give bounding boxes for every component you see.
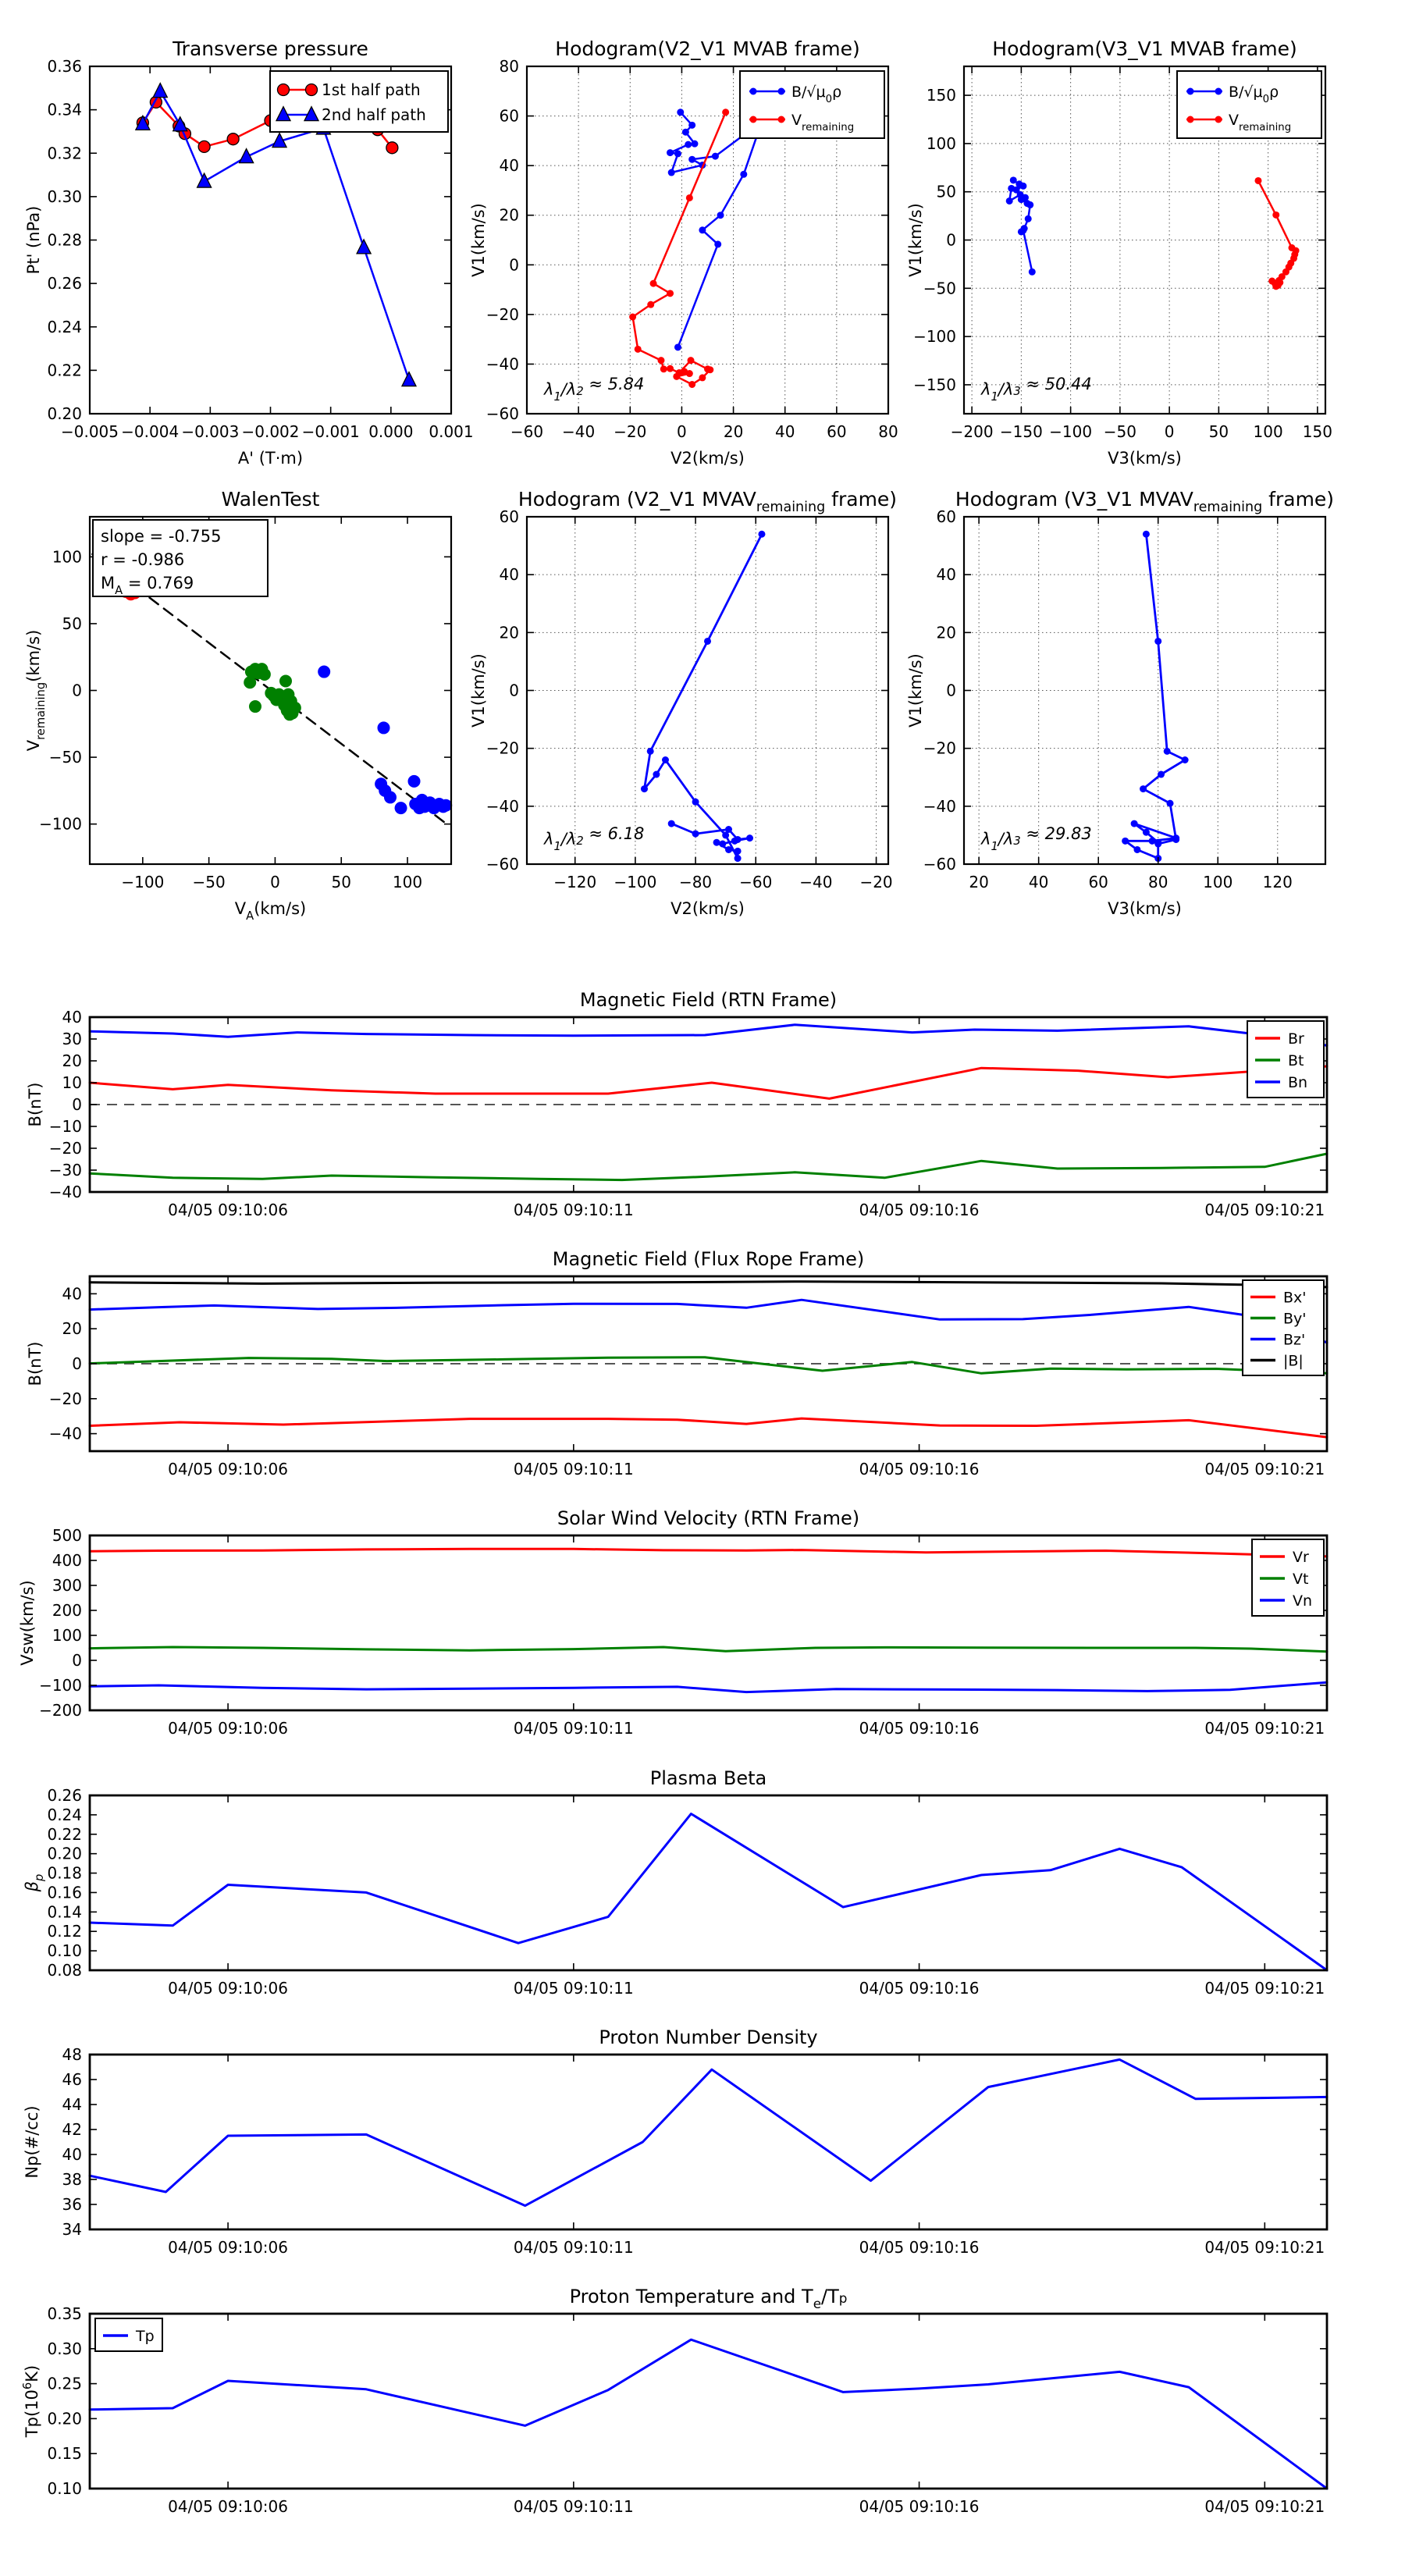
walen-test-title: WalenTest	[221, 488, 320, 511]
hodogram-v2v1-mvab-xtick-label: 20	[723, 422, 744, 441]
solar-wind-velocity-ytick-label: 500	[52, 1526, 82, 1545]
hodogram-v2v1-mvav-xtick-label: −100	[614, 873, 657, 891]
walen-test-series-middle-segment	[244, 663, 301, 720]
annotation-text: $\lambda_1/\lambda 2 \approx 6.18$	[544, 824, 645, 853]
solar-wind-velocity-ytick-label: 300	[52, 1576, 82, 1595]
proton-number-density-ytick-label: 48	[62, 2045, 82, 2064]
legend-label: Bx'	[1283, 1289, 1307, 1307]
proton-number-density-xtick-label: 04/05 09:10:16	[859, 2238, 980, 2257]
hodogram-v3v1-mvav-xtick-label: 100	[1203, 873, 1233, 891]
solar-wind-velocity-xtick-label: 04/05 09:10:06	[168, 1719, 289, 1738]
magnetic-field-fluxrope	[26, 1248, 1327, 1478]
plasma-beta-ytick-label: 0.16	[47, 1883, 82, 1902]
magnetic-field-rtn-series-Bn	[90, 1025, 1327, 1046]
transverse-pressure-xtick-label: 0.000	[368, 422, 414, 441]
hodogram-v3v1-mvab-xtick-label: 150	[1302, 422, 1332, 441]
transverse-pressure-ytick-label: 0.22	[47, 361, 82, 380]
solar-wind-velocity-xtick-label: 04/05 09:10:21	[1204, 1719, 1325, 1738]
magnetic-field-fluxrope-series-Bz-prime	[90, 1300, 1327, 1343]
hodogram-v3v1-mvab-ytick-label: −150	[913, 375, 956, 394]
magnetic-field-rtn-xtick-label: 04/05 09:10:11	[513, 1201, 634, 1219]
solar-wind-velocity-ytick-label: 400	[52, 1551, 82, 1570]
walen-test	[24, 488, 452, 923]
hodogram-v3v1-mvab-xtick-label: −150	[999, 422, 1043, 441]
proton-number-density-ytick-label: 34	[62, 2220, 82, 2239]
plasma-beta-ytick-label: 0.12	[47, 1922, 82, 1941]
hodogram-v2v1-mvab-ytick-label: −60	[486, 404, 519, 423]
hodogram-v3v1-mvab-ytick-label: 0	[946, 230, 956, 250]
magnetic-field-fluxrope-ytick-label: −20	[48, 1389, 82, 1408]
hodogram-v2v1-mvav-xtick-label: −80	[678, 873, 713, 891]
proton-temperature-series-Tp	[90, 2339, 1327, 2489]
hodogram-v2v1-mvab	[469, 37, 898, 468]
plasma-beta-ylabel: $\beta_p$	[23, 1873, 46, 1892]
magnetic-field-fluxrope-legend	[1243, 1280, 1324, 1375]
hodogram-v2v1-mvav-ytick-label: 0	[509, 681, 519, 700]
transverse-pressure-ytick-label: 0.34	[47, 100, 82, 119]
solar-wind-velocity	[18, 1507, 1327, 1738]
solar-wind-velocity-ytick-label: −200	[39, 1701, 82, 1720]
proton-temperature-xtick-label: 04/05 09:10:16	[859, 2497, 980, 2516]
magnetic-field-rtn-ytick-label: 30	[62, 1030, 82, 1048]
hodogram-v3v1-mvab	[906, 37, 1332, 468]
walen-test-annotation	[93, 520, 268, 597]
magnetic-field-fluxrope-xtick-label: 04/05 09:10:11	[513, 1460, 634, 1478]
solar-wind-velocity-ytick-label: 200	[52, 1601, 82, 1620]
plasma-beta-xtick-label: 04/05 09:10:21	[1204, 1979, 1325, 1998]
hodogram-v2v1-mvav-xtick-label: −20	[859, 873, 893, 891]
hodogram-v3v1-mvav-ytick-label: −40	[923, 796, 956, 816]
magnetic-field-fluxrope-title: Magnetic Field (Flux Rope Frame)	[552, 1248, 865, 1270]
proton-temperature-xtick-label: 04/05 09:10:11	[513, 2497, 634, 2516]
hodogram-v3v1-mvav-ytick-label: 60	[936, 507, 956, 526]
plasma-beta-ytick-label: 0.10	[47, 1941, 82, 1961]
legend-label: Br	[1288, 1030, 1304, 1048]
solar-wind-velocity-frame	[90, 1535, 1327, 1710]
solar-wind-velocity-series-Vr	[90, 1549, 1327, 1557]
transverse-pressure-ytick-label: 0.30	[47, 187, 82, 206]
annotation-line: $M_A = 0.769$	[101, 574, 194, 597]
proton-temperature-ytick-label: 0.25	[47, 2374, 82, 2393]
transverse-pressure-ytick-label: 0.20	[47, 404, 82, 423]
hodogram-v2v1-mvav-xlabel: V2(km/s)	[670, 899, 745, 918]
proton-number-density-frame	[90, 2055, 1327, 2229]
plasma-beta-xtick-label: 04/05 09:10:06	[168, 1979, 289, 1998]
walen-test-ytick-label: −50	[48, 748, 82, 767]
walen-test-xtick-label: 100	[392, 873, 423, 891]
hodogram-v2v1-mvab-ylabel: V1(km/s)	[469, 203, 488, 277]
transverse-pressure	[24, 37, 474, 468]
hodogram-v3v1-mvab-ytick-label: 50	[936, 182, 956, 201]
hodogram-v3v1-mvab-ytick-label: 150	[926, 86, 956, 105]
transverse-pressure-xtick-label: −0.005	[60, 422, 119, 441]
hodogram-v2v1-mvav-series-V-path	[641, 531, 765, 862]
legend-label: By'	[1283, 1310, 1307, 1328]
legend-label: Tp	[136, 2328, 155, 2345]
hodogram-v2v1-mvav-xtick-label: −60	[739, 873, 773, 891]
hodogram-v3v1-mvab-xtick-label: 0	[1164, 422, 1175, 441]
hodogram-v2v1-mvab-ytick-label: 0	[509, 255, 519, 275]
proton-number-density-ytick-label: 44	[62, 2095, 82, 2114]
plasma-beta-ytick-label: 0.18	[47, 1863, 82, 1883]
magnetic-field-rtn-xtick-label: 04/05 09:10:16	[859, 1201, 980, 1219]
transverse-pressure-xtick-label: −0.001	[301, 422, 360, 441]
magnetic-field-rtn-title: Magnetic Field (RTN Frame)	[579, 989, 838, 1011]
walen-test-ytick-label: 100	[52, 547, 82, 567]
transverse-pressure-legend	[270, 71, 448, 132]
hodogram-v2v1-mvab-xtick-label: −60	[510, 422, 544, 441]
solar-wind-velocity-ylabel: Vsw(km/s)	[18, 1580, 37, 1666]
hodogram-v2v1-mvab-ytick-label: 80	[499, 57, 519, 76]
solar-wind-velocity-ytick-label: 0	[72, 1651, 82, 1670]
hodogram-v2v1-mvav	[469, 488, 897, 918]
walen-test-ylabel: $V_{remaining}(km/s)$	[24, 629, 48, 752]
magnetic-field-rtn-xtick-label: 04/05 09:10:06	[168, 1201, 289, 1219]
hodogram-v3v1-mvav-xtick-label: 120	[1262, 873, 1293, 891]
proton-number-density-xtick-label: 04/05 09:10:21	[1204, 2238, 1325, 2257]
hodogram-v3v1-mvab-legend	[1177, 71, 1321, 138]
legend-label: Vn	[1293, 1592, 1313, 1610]
magnetic-field-fluxrope-xtick-label: 04/05 09:10:06	[168, 1460, 289, 1478]
proton-temperature-ytick-label: 0.10	[47, 2479, 82, 2498]
magnetic-field-rtn-ytick-label: −10	[48, 1117, 82, 1136]
hodogram-v3v1-mvab-xtick-label: −100	[1049, 422, 1093, 441]
proton-temperature	[21, 2286, 1327, 2516]
solar-wind-velocity-series-Vt	[90, 1647, 1327, 1652]
plasma-beta-ytick-label: 0.24	[47, 1805, 82, 1824]
magnetic-field-rtn-series-Bt	[90, 1154, 1327, 1180]
transverse-pressure-xtick-label: 0.001	[429, 422, 474, 441]
magnetic-field-fluxrope-ytick-label: 0	[72, 1354, 82, 1373]
plasma-beta-ytick-label: 0.08	[47, 1961, 82, 1980]
magnetic-field-fluxrope-ytick-label: 20	[62, 1319, 82, 1339]
transverse-pressure-title: Transverse pressure	[173, 37, 368, 60]
proton-temperature-title: Proton Temperature and $T_e/Tp$	[569, 2286, 848, 2311]
legend-label: Bz'	[1283, 1331, 1306, 1349]
solar-wind-velocity-ytick-label: −100	[39, 1676, 82, 1695]
hodogram-v3v1-mvav-title: Hodogram (V3_V1 $MVAV_{remaining}$ frame)	[955, 488, 1335, 515]
proton-temperature-ytick-label: 0.35	[47, 2304, 82, 2323]
hodogram-v3v1-mvab-ylabel: V1(km/s)	[906, 203, 925, 277]
plasma-beta-frame	[90, 1795, 1327, 1970]
annotation-text: $\lambda_1/\lambda 2 \approx 5.84$	[544, 375, 645, 404]
magnetic-field-fluxrope-xtick-label: 04/05 09:10:16	[859, 1460, 980, 1478]
hodogram-v3v1-mvab-annotation	[980, 375, 1092, 404]
plasma-beta-xtick-label: 04/05 09:10:11	[513, 1979, 634, 1998]
hodogram-v3v1-mvab-ytick-label: −100	[913, 327, 956, 347]
hodogram-v3v1-mvab-series-V-remaining	[1254, 177, 1299, 290]
magnetic-field-fluxrope-series-B-magnitude	[90, 1282, 1327, 1287]
magnetic-field-rtn-ytick-label: 10	[62, 1073, 82, 1092]
magnetic-field-fluxrope-xtick-label: 04/05 09:10:21	[1204, 1460, 1325, 1478]
hodogram-v2v1-mvab-ytick-label: 40	[499, 156, 519, 176]
plasma-beta-ytick-label: 0.14	[47, 1902, 82, 1922]
walen-test-ytick-label: 50	[62, 614, 82, 633]
magnetic-field-fluxrope-ylabel: B(nT)	[26, 1341, 44, 1386]
transverse-pressure-ytick-label: 0.32	[47, 144, 82, 163]
legend-label: 2nd half path	[322, 105, 426, 124]
hodogram-v2v1-mvab-ytick-label: −40	[486, 354, 519, 374]
walen-test-ytick-label: 0	[72, 681, 82, 700]
hodogram-v2v1-mvav-ytick-label: −60	[486, 855, 519, 873]
hodogram-v3v1-mvab-xtick-label: −50	[1103, 422, 1136, 441]
transverse-pressure-ytick-label: 0.28	[47, 230, 82, 250]
hodogram-v3v1-mvav-ytick-label: 40	[936, 565, 956, 585]
plasma-beta-title: Plasma Beta	[649, 1767, 767, 1789]
hodogram-v2v1-mvab-xtick-label: −20	[614, 422, 647, 441]
walen-test-xtick-label: 0	[270, 873, 280, 891]
hodogram-v3v1-mvav-xtick-label: 80	[1147, 873, 1168, 891]
magnetic-field-rtn-xtick-label: 04/05 09:10:21	[1204, 1201, 1325, 1219]
magnetic-field-fluxrope-ytick-label: −40	[48, 1424, 82, 1443]
hodogram-v3v1-mvab-title: Hodogram(V3_V1 MVAB frame)	[992, 37, 1297, 60]
plasma-beta-series-beta-p	[90, 1814, 1327, 1970]
magnetic-field-rtn-ytick-label: 0	[72, 1095, 82, 1114]
hodogram-v3v1-mvav-ytick-label: −60	[923, 855, 956, 873]
transverse-pressure-xtick-label: −0.003	[181, 422, 240, 441]
transverse-pressure-ytick-label: 0.26	[47, 274, 82, 294]
legend-label: Bt	[1288, 1052, 1304, 1069]
proton-number-density-ytick-label: 38	[62, 2170, 82, 2189]
annotation-text: $\lambda_1/\lambda 3 \approx 29.83$	[981, 824, 1092, 853]
plasma-beta-ytick-label: 0.26	[47, 1786, 82, 1805]
hodogram-v2v1-mvab-title: Hodogram(V2_V1 MVAB frame)	[555, 37, 860, 60]
hodogram-v2v1-mvav-ytick-label: 40	[499, 565, 519, 585]
hodogram-v3v1-mvav-series-V-path	[1122, 531, 1189, 862]
proton-temperature-xtick-label: 04/05 09:10:21	[1204, 2497, 1325, 2516]
hodogram-v2v1-mvab-xtick-label: 0	[677, 422, 687, 441]
proton-number-density-ytick-label: 46	[62, 2070, 82, 2089]
hodogram-v2v1-mvav-ytick-label: −20	[486, 738, 519, 758]
proton-number-density-ytick-label: 42	[62, 2120, 82, 2139]
proton-number-density-xtick-label: 04/05 09:10:11	[513, 2238, 634, 2257]
hodogram-v3v1-mvab-xlabel: V3(km/s)	[1108, 449, 1182, 468]
walen-test-xtick-label: −100	[121, 873, 165, 891]
hodogram-v3v1-mvab-xtick-label: 50	[1208, 422, 1229, 441]
transverse-pressure-xtick-label: −0.002	[241, 422, 300, 441]
hodogram-v2v1-mvab-xtick-label: 80	[878, 422, 898, 441]
hodogram-v2v1-mvab-annotation	[543, 375, 644, 404]
hodogram-v2v1-mvab-xlabel: V2(km/s)	[670, 449, 745, 468]
hodogram-v3v1-mvav-xtick-label: 20	[969, 873, 989, 891]
solar-wind-velocity-title: Solar Wind Velocity (RTN Frame)	[557, 1507, 860, 1529]
hodogram-v3v1-mvav-ylabel: V1(km/s)	[906, 653, 925, 728]
legend-label: |B|	[1283, 1352, 1304, 1370]
plasma-beta	[23, 1767, 1327, 1998]
transverse-pressure-ytick-label: 0.36	[47, 57, 82, 76]
magnetic-field-fluxrope-series-Bx-prime	[90, 1418, 1327, 1437]
hodogram-v2v1-mvab-legend	[740, 71, 884, 138]
walen-test-xtick-label: 50	[331, 873, 351, 891]
annotation-text: $\lambda_1/\lambda 3 \approx 50.44$	[981, 375, 1092, 404]
solar-wind-velocity-xtick-label: 04/05 09:10:16	[859, 1719, 980, 1738]
hodogram-v2v1-mvab-ytick-label: 60	[499, 106, 519, 126]
solar-wind-velocity-legend	[1252, 1539, 1324, 1616]
proton-number-density-ytick-label: 36	[62, 2195, 82, 2214]
legend-label: Bn	[1288, 1074, 1308, 1091]
hodogram-v2v1-mvab-xtick-label: −40	[562, 422, 596, 441]
hodogram-v3v1-mvab-xtick-label: 100	[1253, 422, 1283, 441]
hodogram-v2v1-mvab-xtick-label: 40	[774, 422, 795, 441]
hodogram-v3v1-mvab-ytick-label: −50	[923, 279, 956, 298]
legend-label: $V_{remaining}$	[1229, 112, 1292, 133]
hodogram-v3v1-mvav-annotation	[980, 824, 1092, 853]
hodogram-v2v1-mvav-xtick-label: −120	[553, 873, 597, 891]
walen-test-xtick-label: −50	[192, 873, 226, 891]
legend-label: $B/√\mu_0\rho$	[1229, 84, 1279, 105]
legend-label: 1st half path	[322, 80, 421, 99]
legend-label: Vr	[1293, 1549, 1309, 1566]
hodogram-v3v1-mvav-ytick-label: 20	[936, 623, 956, 642]
legend-label: $V_{remaining}$	[791, 112, 855, 133]
magnetic-field-rtn-ytick-label: −30	[48, 1161, 82, 1179]
hodogram-v3v1-mvav	[906, 488, 1334, 918]
proton-temperature-ylabel: $Tp(10^6K)$	[21, 2364, 41, 2438]
proton-number-density	[23, 2026, 1327, 2257]
proton-temperature-ytick-label: 0.20	[47, 2409, 82, 2428]
transverse-pressure-ytick-label: 0.24	[47, 317, 82, 336]
annotation-line: slope = -0.755	[101, 527, 222, 546]
proton-number-density-series-Np	[90, 2059, 1327, 2205]
hodogram-v2v1-mvav-xtick-label: −40	[799, 873, 833, 891]
hodogram-v2v1-mvav-title: Hodogram (V2_V1 $MVAV_{remaining}$ frame)	[518, 488, 898, 515]
hodogram-v2v1-mvav-annotation	[543, 824, 644, 853]
proton-temperature-xtick-label: 04/05 09:10:06	[168, 2497, 289, 2516]
solar-wind-velocity-xtick-label: 04/05 09:10:11	[513, 1719, 634, 1738]
hodogram-v2v1-mvav-ylabel: V1(km/s)	[469, 653, 488, 728]
proton-temperature-ytick-label: 0.30	[47, 2339, 82, 2358]
walen-test-ytick-label: −100	[39, 814, 82, 834]
legend-label: $B/√\mu_0\rho$	[791, 84, 842, 105]
plasma-beta-xtick-label: 04/05 09:10:16	[859, 1979, 980, 1998]
magnetic-field-rtn-legend	[1247, 1021, 1324, 1098]
hodogram-v3v1-mvav-ytick-label: −20	[923, 738, 956, 758]
transverse-pressure-xlabel: A' (T·m)	[237, 449, 304, 468]
hodogram-v2v1-mvav-ytick-label: −40	[486, 796, 519, 816]
plasma-beta-ytick-label: 0.20	[47, 1844, 82, 1863]
magnetic-field-rtn-ytick-label: 40	[62, 1008, 82, 1026]
hodogram-v3v1-mvab-xtick-label: −200	[950, 422, 994, 441]
magnetic-field-rtn-ytick-label: −40	[48, 1183, 82, 1201]
magnetic-field-rtn-ylabel: B(nT)	[26, 1082, 44, 1127]
solar-wind-velocity-ytick-label: 100	[52, 1626, 82, 1645]
magnetic-field-rtn-ytick-label: 20	[62, 1051, 82, 1070]
magnetic-field-fluxrope-series-By-prime	[90, 1357, 1327, 1374]
hodogram-v2v1-mvav-ytick-label: 20	[499, 623, 519, 642]
hodogram-v3v1-mvav-xtick-label: 60	[1088, 873, 1108, 891]
walen-test-series-last-segment	[318, 666, 452, 815]
hodogram-v2v1-mvav-ytick-label: 60	[499, 507, 519, 526]
proton-number-density-ylabel: Np(#/cc)	[23, 2105, 41, 2179]
plasma-beta-ytick-label: 0.22	[47, 1824, 82, 1844]
proton-temperature-ytick-label: 0.15	[47, 2444, 82, 2464]
walen-test-xlabel: $V_A(km/s)$	[234, 899, 307, 923]
hodogram-v3v1-mvab-ytick-label: 100	[926, 133, 956, 153]
hodogram-v2v1-mvab-xtick-label: 60	[827, 422, 847, 441]
transverse-pressure-xtick-label: −0.004	[121, 422, 180, 441]
proton-number-density-xtick-label: 04/05 09:10:06	[168, 2238, 289, 2257]
hodogram-v2v1-mvab-ytick-label: −20	[486, 304, 519, 324]
hodogram-v3v1-mvav-ytick-label: 0	[946, 681, 956, 700]
transverse-pressure-ylabel: Pt' (nPa)	[24, 205, 43, 275]
legend-label: Vt	[1293, 1571, 1309, 1588]
hodogram-v2v1-mvab-ytick-label: 20	[499, 205, 519, 225]
annotation-line: r = -0.986	[101, 550, 185, 569]
proton-number-density-ytick-label: 40	[62, 2145, 82, 2164]
hodogram-v3v1-mvav-xlabel: V3(km/s)	[1108, 899, 1182, 918]
hodogram-v3v1-mvav-xtick-label: 40	[1028, 873, 1049, 891]
magnetic-field-rtn-series-Br	[90, 1066, 1327, 1098]
magnetic-field-fluxrope-ytick-label: 40	[62, 1284, 82, 1304]
solar-wind-velocity-series-Vn	[90, 1682, 1327, 1692]
proton-temperature-legend	[95, 2318, 162, 2351]
proton-temperature-frame	[90, 2314, 1327, 2489]
proton-number-density-title: Proton Number Density	[599, 2026, 818, 2048]
magnetic-field-rtn	[26, 989, 1327, 1219]
magnetic-field-rtn-ytick-label: −20	[48, 1139, 82, 1158]
